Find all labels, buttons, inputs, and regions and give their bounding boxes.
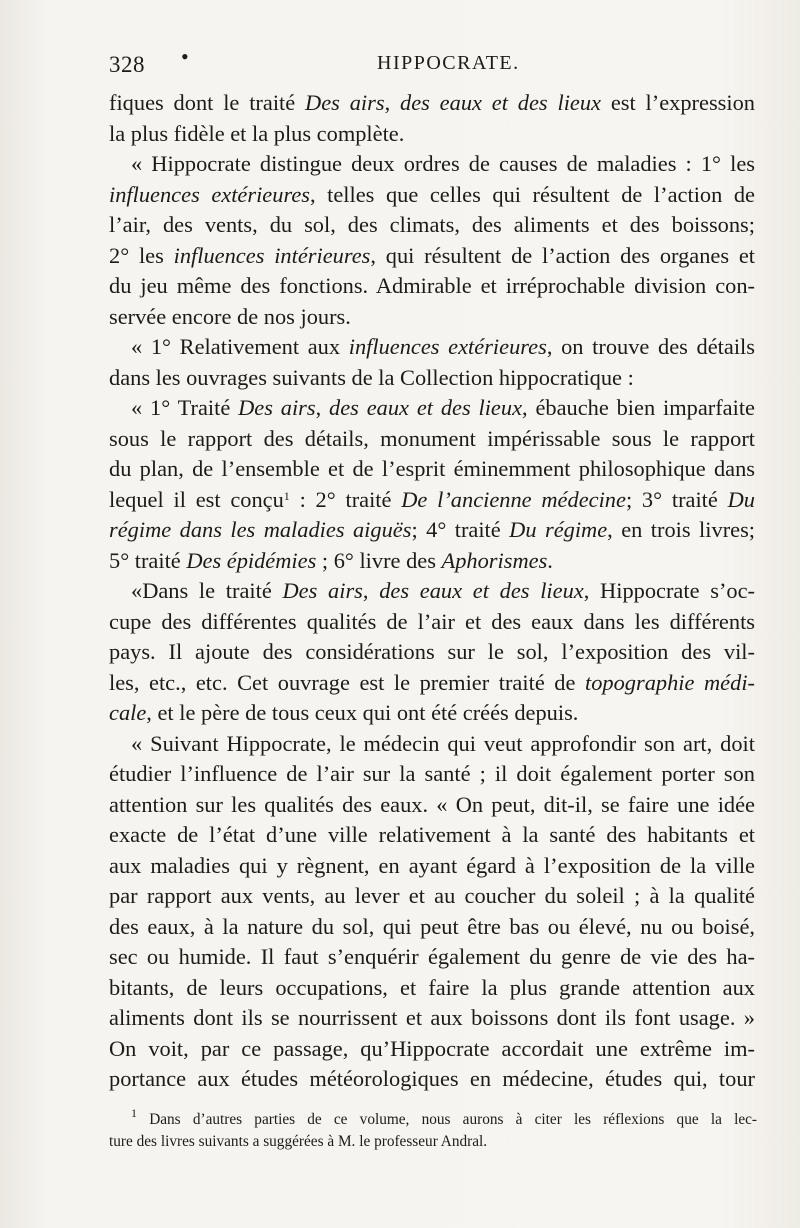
text-run: , <box>384 90 400 115</box>
italic-title: Des épidémies <box>186 547 317 573</box>
text-line <box>109 820 755 851</box>
text-run: , telles que celles qui résultent de l’action de <box>309 181 755 207</box>
text-line <box>109 942 755 973</box>
text-line <box>109 607 755 638</box>
body-text <box>109 88 755 1095</box>
text-run: , qui résultent de l’action des organes et <box>370 242 755 268</box>
italic-title: influences extérieures <box>109 181 310 207</box>
text-run: la plus fidèle et la plus complète. <box>109 120 405 146</box>
text-run: lequel il est conçu <box>109 486 284 512</box>
text-run: sous le rapport des détails, monument impérissable sous le rapport <box>109 425 755 451</box>
text-run: portance aux études météorologiques en médecine, études qui, tour <box>109 1066 755 1091</box>
text-run: , Hippocrate s’oc- <box>583 578 755 603</box>
italic-title: des eaux et des lieux <box>400 90 601 115</box>
text-run: du plan, de l’ensemble et de l’esprit éminemment philosophique dans <box>109 456 755 481</box>
text-line <box>109 302 755 333</box>
text-line <box>109 637 755 668</box>
text-line <box>109 119 755 150</box>
text-line <box>109 180 755 211</box>
text-run: dans les ouvrages suivants de la Collection hippocratique : <box>109 364 634 390</box>
italic-title: des eaux et des lieux <box>329 395 523 420</box>
italic-title: influences extérieures <box>348 334 547 359</box>
text-run: cupe des différentes qualités de l’air et des eaux dans les différents <box>109 608 755 634</box>
italic-title: Du <box>727 486 755 512</box>
footnote-marker: 1 <box>283 488 290 503</box>
italic-title: régime dans les maladies aiguës <box>109 517 412 542</box>
italic-title: Du régime <box>509 517 608 542</box>
text-run: , <box>315 395 330 420</box>
text-line <box>109 241 755 272</box>
text-line <box>109 454 755 485</box>
text-run: « Suivant Hippocrate, le médecin qui veut approfondir son art, doit <box>131 730 755 756</box>
text-line <box>109 1003 755 1034</box>
text-run: l’air, des vents, du sol, des climats, des aliments et des boissons; <box>109 212 755 237</box>
running-header <box>109 44 759 86</box>
text-run: pays. Il ajoute des considérations sur le sol, l’exposition des vil- <box>109 639 755 664</box>
text-run: 5° traité <box>109 547 187 573</box>
text-run: attention sur les qualités des eaux. « On peut, dit-il, se faire une idée <box>109 791 755 817</box>
text-run: aliments dont ils se nourrissent et aux boissons dont ils font usage. » <box>109 1005 755 1030</box>
text-line <box>109 424 755 455</box>
text-run: « 1° Traité <box>131 395 239 420</box>
italic-title: influences intérieures <box>173 242 371 268</box>
text-run: «Dans le traité <box>131 578 283 603</box>
text-run: par rapport aux vents, au lever et au coucher du soleil ; à la qualité <box>109 883 755 908</box>
footnote-marker: 1 <box>131 1106 137 1120</box>
text-line <box>109 576 755 607</box>
text-run: ture des livres suivants a suggérées à M. le professeur Andral. <box>109 1133 488 1150</box>
footnote-line <box>109 1106 757 1131</box>
italic-title: topographie médi- <box>585 669 755 695</box>
footnote <box>109 1106 757 1153</box>
text-line <box>109 973 755 1004</box>
text-run: « 1° Relativement aux <box>131 334 349 359</box>
text-run: bitants, de leurs occupations, et faire la plus grande attention aux <box>109 974 755 1000</box>
italic-title: Des airs <box>238 395 316 420</box>
italic-title: Des airs <box>282 578 363 603</box>
text-run: servée encore de nos jours. <box>109 303 351 329</box>
text-run: est l’expression <box>601 90 755 115</box>
text-line <box>109 759 755 790</box>
text-line <box>109 881 755 912</box>
text-run: fiques dont le traité <box>109 90 306 115</box>
text-line <box>109 393 755 424</box>
text-run: On voit, par ce passage, qu’Hippocrate accordait une extrême im- <box>109 1035 755 1061</box>
text-line <box>109 698 755 729</box>
text-run: ; 3° traité <box>625 486 728 512</box>
text-run: exacte de l’état d’une ville relativement à la santé des habitants et <box>109 822 755 847</box>
text-run: des eaux, à la nature du sol, qui peut être bas ou élevé, nu ou boisé, <box>109 913 755 939</box>
text-line <box>109 485 755 516</box>
text-line <box>109 149 755 180</box>
text-run: du jeu même des fonctions. Admirable et irréprochable division con- <box>109 273 755 298</box>
text-run: , ébauche bien imparfaite <box>522 395 755 420</box>
text-line <box>109 1034 755 1065</box>
text-line <box>109 729 755 760</box>
text-run: , en trois livres; <box>607 517 756 542</box>
text-line <box>109 851 755 882</box>
text-line <box>109 332 755 363</box>
text-run: : 2° traité <box>289 486 402 512</box>
italic-title: des eaux et des lieux <box>379 578 584 603</box>
header-mark: • <box>181 44 190 69</box>
text-run: ; 6° livre des <box>316 547 442 573</box>
text-line <box>109 790 755 821</box>
text-run: ; 4° traité <box>411 517 510 542</box>
italic-title: Des airs <box>305 90 385 115</box>
text-line <box>109 88 755 119</box>
text-line <box>109 363 755 394</box>
text-run: aux maladies qui y règnent, en ayant égard à l’exposition de la ville <box>109 852 755 878</box>
text-run: , et le père de tous ceux qui ont été créés depuis. <box>146 700 579 725</box>
running-title: HIPPOCRATE. <box>377 52 520 74</box>
text-line <box>109 210 755 241</box>
text-line <box>109 912 755 943</box>
text-line <box>109 668 755 699</box>
text-line <box>109 546 755 577</box>
text-run: sec ou humide. Il faut s’enquérir également du genre de vie des ha- <box>109 944 755 969</box>
text-run: . <box>547 547 553 573</box>
italic-title: cale <box>109 700 147 725</box>
text-line <box>109 1064 755 1095</box>
text-run: , on trouve des détails <box>546 334 755 359</box>
page-number: 328 <box>109 52 145 77</box>
text-run: Dans d’autres parties de ce volume, nous aurons à citer les réflexions que la lec- <box>137 1111 757 1128</box>
text-line <box>109 515 755 546</box>
italic-title: Aphorismes <box>441 547 548 573</box>
text-run: « Hippocrate distingue deux ordres de causes de maladies : 1° les <box>131 151 755 176</box>
italic-title: De l’ancienne médecine <box>401 486 626 512</box>
text-run: 2° les <box>109 242 174 268</box>
text-run: , <box>362 578 380 603</box>
text-line <box>109 271 755 302</box>
footnote-line <box>109 1131 757 1153</box>
text-run: étudier l’influence de l’air sur la santé ; il doit également porter son <box>109 761 755 786</box>
text-run: les, etc., etc. Cet ouvrage est le premier traité de <box>109 669 585 695</box>
